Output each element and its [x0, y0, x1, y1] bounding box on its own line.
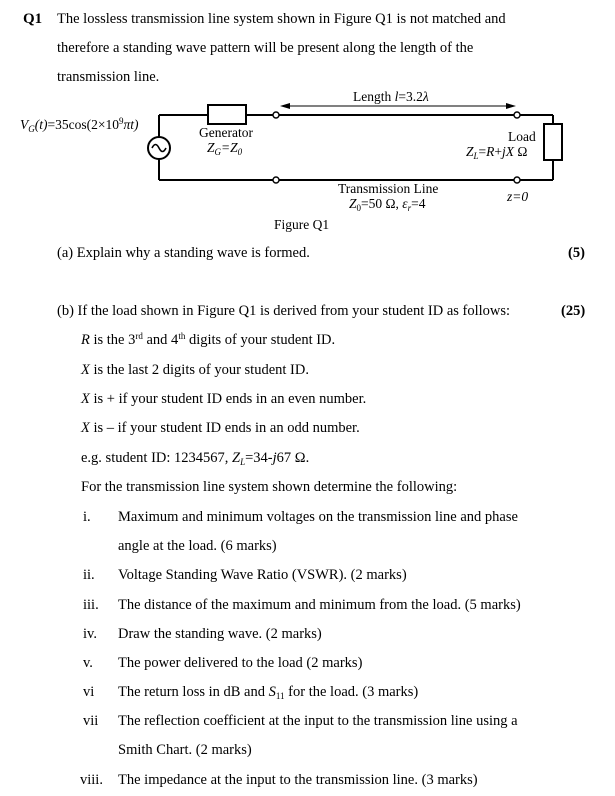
item-text: Draw the standing wave. (2 marks) [118, 626, 322, 642]
load-impedance: $Z_L=R+jX$ Ω [466, 144, 528, 161]
part-b-prompt: For the transmission line system shown determine the following: [81, 479, 458, 495]
item-text: The distance of the maximum and minimum from the load. (5 marks) [118, 597, 521, 613]
load-box [544, 124, 562, 160]
item-num: v. [83, 655, 93, 671]
part-a-marks: (5) [568, 245, 585, 261]
item-num: viii. [80, 772, 103, 788]
question-label: Q1 [23, 11, 43, 27]
terminal-bottom-right [514, 177, 520, 183]
generator-impedance: $Z_G=Z_0$ [207, 140, 243, 157]
item-num: ii. [83, 567, 95, 583]
item-text: The reflection coefficient at the input to the transmission line using a [118, 713, 518, 729]
item-num: vi [83, 684, 95, 700]
intro-line-1: The lossless transmission line system shown in Figure Q1 is not matched and [57, 11, 506, 27]
item-text: The impedance at the input to the transmission line. (3 marks) [118, 772, 478, 788]
terminal-bottom-left [273, 177, 279, 183]
line-title: Transmission Line [338, 181, 439, 196]
item-text: The return loss in dB and $S_{11}$ for the load. (3 marks) [118, 684, 419, 701]
z-label: z=0 [507, 189, 529, 204]
item-text: angle at the load. (6 marks) [118, 538, 277, 554]
item-num: vii [83, 713, 99, 729]
generator-title: Generator [199, 125, 253, 140]
item-text: Voltage Standing Wave Ratio (VSWR). (2 marks) [118, 567, 407, 583]
item-text: The power delivered to the load (2 marks) [118, 655, 363, 671]
terminal-top-left [273, 112, 279, 118]
rule-3: X is + if your student ID ends in an even number. [81, 391, 367, 407]
load-title: Load [508, 129, 536, 144]
item-text: Smith Chart. (2 marks) [118, 742, 252, 758]
rule-1: R is the 3rd and 4th digits of your student ID. [81, 331, 336, 348]
intro-line-2: therefore a standing wave pattern will be present along the length of the [57, 40, 474, 56]
part-b-marks: (25) [561, 303, 586, 319]
figure-caption: Figure Q1 [274, 217, 330, 232]
source-voltage-label: $V_G(t)=35\cos(2\times 10^9\pi t)$ [20, 116, 139, 134]
item-num: i. [83, 509, 91, 525]
intro-line-3: transmission line. [57, 69, 160, 85]
line-params: $Z_0=50$ Ω, $\varepsilon_r=4$ [349, 196, 426, 213]
item-num: iv. [83, 626, 97, 642]
rule-4: X is – if your student ID ends in an odd number. [81, 420, 360, 436]
terminal-top-right [514, 112, 520, 118]
rule-2: X is the last 2 digits of your student ID. [81, 362, 309, 378]
generator-box [208, 105, 246, 124]
item-text: Maximum and minimum voltages on the transmission line and phase [118, 509, 518, 525]
item-num: iii. [83, 597, 99, 613]
part-b-text: (b) If the load shown in Figure Q1 is derived from your student ID as follows: [57, 303, 511, 319]
length-label: Length l=3.2λ [353, 89, 429, 104]
rule-5: e.g. student ID: 1234567, $Z_L=34-j67$ Ω. [81, 450, 310, 467]
part-a-text: (a) Explain why a standing wave is formed. [57, 245, 310, 261]
